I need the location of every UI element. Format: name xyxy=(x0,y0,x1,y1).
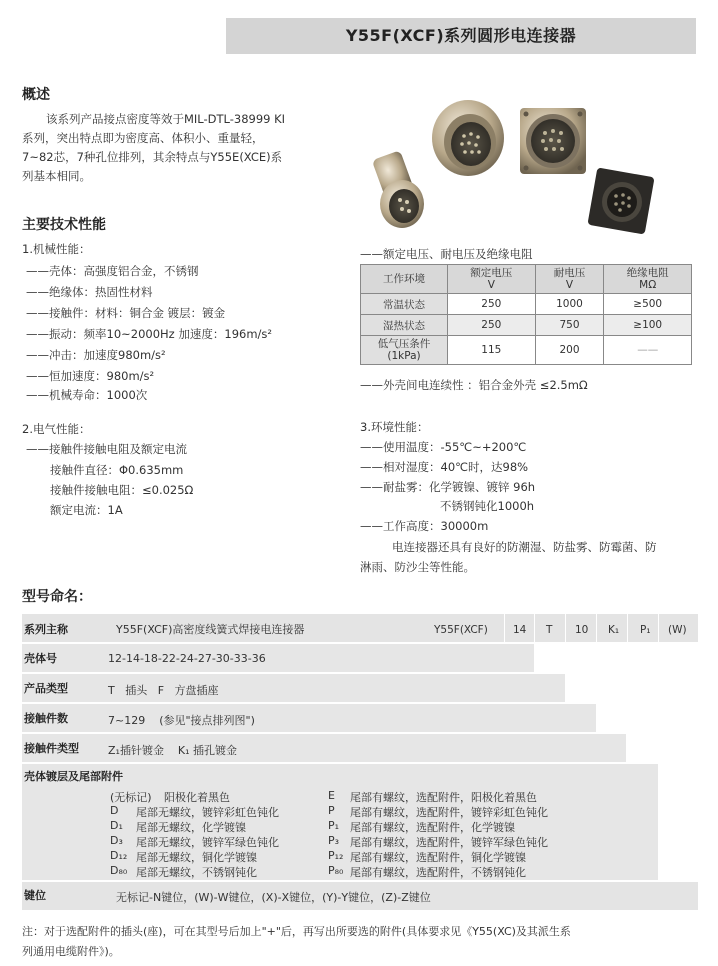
finish-code: D₃ xyxy=(110,834,123,847)
elec-line: 额定电流：1A xyxy=(50,503,123,517)
finish-code: P xyxy=(328,804,335,817)
flange-receptacle-icon xyxy=(520,108,586,174)
model-code: Y55F(XCF) xyxy=(434,624,488,636)
finish-desc: 尾部无螺纹，镀锌军绿色钝化 xyxy=(136,836,279,849)
model-code: 14 xyxy=(513,624,527,636)
model-code: 10 xyxy=(575,624,589,636)
elec-line: 接触件直径：Φ0.635mm xyxy=(50,463,184,477)
model-code: T xyxy=(546,624,553,636)
model-value: 12-14-18-22-24-27-30-33-36 xyxy=(108,652,266,665)
model-code: (W) xyxy=(668,624,687,636)
mech-line: ——机械寿命：1000次 xyxy=(26,388,148,402)
elec-line: ——接触件接触电阻及额定电流 xyxy=(26,442,187,456)
finish-desc: 尾部无螺纹，不锈钢钝化 xyxy=(136,866,257,879)
table-header-cell: 工作环境 xyxy=(361,265,448,294)
table-row xyxy=(361,294,692,315)
model-value: 无标记-N键位，(W)-W键位，(X)-X键位，(Y)-Y键位，(Z)-Z键位 xyxy=(116,891,431,904)
finish-code: D₈₀ xyxy=(110,864,128,877)
mech-heading: 1.机械性能： xyxy=(22,242,91,256)
finish-desc: 尾部有螺纹，选配附件，铜化学镀镍 xyxy=(350,851,526,864)
table-header-cell: 额定电压 V xyxy=(448,265,536,294)
finish-desc: 阳极化着黑色 xyxy=(164,791,230,804)
elec-line: 接触件接触电阻：≤0.025Ω xyxy=(50,483,194,497)
table-cell: ≥500 xyxy=(604,294,692,315)
overview-heading: 概述 xyxy=(22,87,50,103)
env-line: 淋雨、防沙尘等性能。 xyxy=(360,560,475,574)
note-line: 注：对于选配附件的插头(座)，可在其型号后加上"+"后，再写出所要选的附件(具体要求见《Y55(XC)及其派生系 xyxy=(22,925,571,938)
finish-code: D₁ xyxy=(110,819,123,832)
mech-line: ——振动：频率10~2000Hz 加速度：196m/s² xyxy=(26,327,273,341)
model-label: 产品类型 xyxy=(24,682,68,695)
specs-heading: 主要技术性能 xyxy=(22,217,106,233)
model-row-band xyxy=(22,644,534,672)
model-value: T 插头 F 方盘插座 xyxy=(108,684,219,697)
env-line: 不锈钢钝化1000h xyxy=(440,499,535,513)
model-code: K₁ xyxy=(608,624,620,636)
model-heading: 型号命名： xyxy=(22,589,92,605)
table-cell: 115 xyxy=(448,336,536,365)
mech-line: ——绝缘体：热固性材料 xyxy=(26,285,153,299)
overview-line: 列基本相同。 xyxy=(22,169,91,183)
table-row xyxy=(361,315,692,336)
table-cell: 750 xyxy=(535,315,604,336)
env-line: 电连接器还具有良好的防潮湿、防盐雾、防霉菌、防 xyxy=(392,540,657,554)
overview-line: 该系列产品接点密度等效于MIL-DTL-38999 KI xyxy=(46,112,286,126)
mech-line: ——恒加速度：980m/s² xyxy=(26,369,155,383)
finish-code: P₃ xyxy=(328,834,340,847)
elec-heading: 2.电气性能： xyxy=(22,422,91,436)
finish-desc: 尾部有螺纹，选配附件，镀锌军绿色钝化 xyxy=(350,836,548,849)
model-value: 7~129 (参见"接点排列图") xyxy=(108,714,255,727)
table-cell: 湿热状态 xyxy=(361,315,448,336)
model-row-band xyxy=(22,674,565,702)
table-cell: 250 xyxy=(448,294,536,315)
table-cell: 1000 xyxy=(535,294,604,315)
finish-code: P₈₀ xyxy=(328,864,344,877)
table-cell: —— xyxy=(604,336,692,365)
shell-continuity: ——外壳间电连续性 ：铝合金外壳 ≤2.5mΩ xyxy=(360,378,588,392)
title-bar xyxy=(226,18,696,54)
model-label: 系列主称 xyxy=(24,623,68,636)
table-header-cell: 绝缘电阻 MΩ xyxy=(604,265,692,294)
voltage-table xyxy=(360,264,692,365)
round-receptacle-icon xyxy=(432,100,504,176)
table-row xyxy=(361,336,692,365)
env-heading: 3.环境性能： xyxy=(360,420,429,434)
finish-desc: 尾部无螺纹，镀锌彩虹色钝化 xyxy=(136,806,279,819)
table-cell: 常温状态 xyxy=(361,294,448,315)
finish-desc: 尾部有螺纹，选配附件，阳极化着黑色 xyxy=(350,791,537,804)
overview-line: 系列，突出特点即为密度高、体积小、重量轻， xyxy=(22,131,264,145)
model-label: 接触件数 xyxy=(24,712,68,725)
page-title: Y55F(XCF)系列圆形电连接器 xyxy=(345,26,577,45)
model-value: Z₁插针镀金 K₁ 插孔镀金 xyxy=(108,744,238,757)
table-cell: 低气压条件 (1kPa) xyxy=(361,336,448,365)
env-line: ——工作高度：30000m xyxy=(360,519,489,533)
model-label: 接触件类型 xyxy=(24,742,79,755)
note-line: 列通用电缆附件》)。 xyxy=(22,945,120,958)
model-label: 壳体镀层及尾部附件 xyxy=(24,770,123,783)
voltage-table-caption: ——额定电压、耐电压及绝缘电阻 xyxy=(360,247,533,261)
env-line: ——相对湿度：40℃时，达98% xyxy=(360,460,529,474)
finish-code: D xyxy=(110,804,119,817)
finish-desc: 尾部有螺纹，选配附件，化学镀镍 xyxy=(350,821,515,834)
table-cell: ≥100 xyxy=(604,315,692,336)
model-label: 壳体号 xyxy=(24,652,57,665)
finish-code: (无标记) xyxy=(110,791,152,804)
finish-code: D₁₂ xyxy=(110,849,128,862)
model-code: P₁ xyxy=(640,624,651,636)
mech-line: ——冲击：加速度980m/s² xyxy=(26,348,166,362)
env-line: ——使用温度：-55℃~+200℃ xyxy=(360,440,527,454)
finish-desc: 尾部无螺纹，化学镀镍 xyxy=(136,821,246,834)
dark-flange-receptacle-icon xyxy=(587,167,654,234)
connector-product-image xyxy=(360,92,660,242)
plug-connector-icon xyxy=(372,150,424,228)
model-value: Y55F(XCF)高密度线簧式焊接电连接器 xyxy=(116,623,305,636)
table-header-cell: 耐电压 V xyxy=(535,265,604,294)
mech-line: ——接触件：材料：铜合金 镀层：镀金 xyxy=(26,306,226,320)
finish-code: P₁₂ xyxy=(328,849,344,862)
finish-desc: 尾部有螺纹，选配附件，镀锌彩虹色钝化 xyxy=(350,806,548,819)
table-cell: 250 xyxy=(448,315,536,336)
model-label: 键位 xyxy=(24,889,46,902)
finish-code: P₁ xyxy=(328,819,340,832)
finish-code: E xyxy=(328,789,335,802)
finish-desc: 尾部无螺纹，铜化学镀镍 xyxy=(136,851,257,864)
table-header-row xyxy=(361,265,692,294)
mech-line: ——壳体：高强度铝合金，不锈钢 xyxy=(26,264,199,278)
finish-desc: 尾部有螺纹，选配附件，不锈钢钝化 xyxy=(350,866,526,879)
overview-line: 7~82芯，7种孔位排列，其余特点与Y55E(XCE)系 xyxy=(22,150,283,164)
env-line: ——耐盐雾：化学镀镍、镀锌 96h xyxy=(360,480,536,494)
table-cell: 200 xyxy=(535,336,604,365)
